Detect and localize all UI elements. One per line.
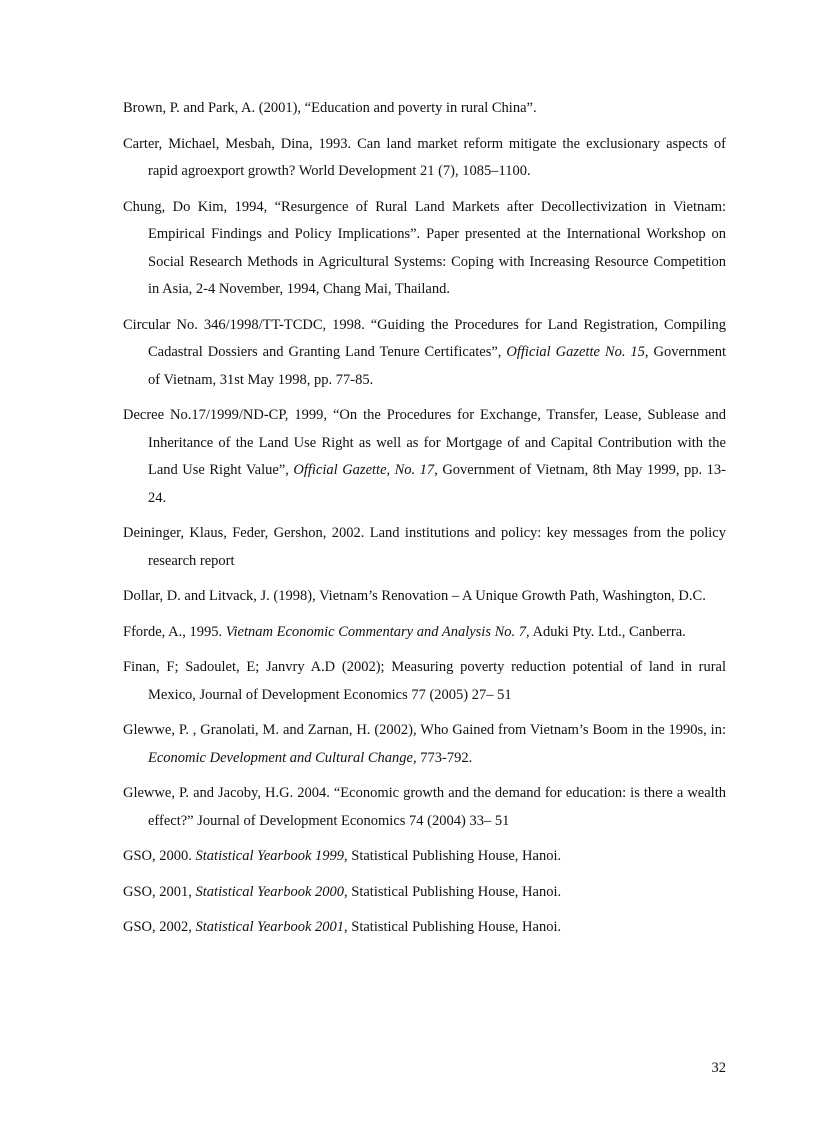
reference-entry: [123, 914, 726, 942]
reference-text: Chung, Do Kim, 1994, “Resurgence of Rural Land Markets after Decollectivization in Vietnam: Empirical Findings and Policy Implications”. Paper presented at the International Workshop on Social Research Methods in Agricultural Systems: Coping with Increasing Resource Competition in Asia, 2-4 November, 1994, Chang Mai, Thailand.: [123, 198, 726, 297]
page-number: 32: [711, 1060, 726, 1076]
reference-entry: [123, 780, 726, 835]
reference-entry: [123, 95, 726, 123]
reference-entry: [123, 619, 726, 647]
reference-entry: [123, 312, 726, 395]
reference-text: Fforde, A., 1995.: [123, 623, 226, 640]
reference-entry: [123, 583, 726, 611]
reference-text: Glewwe, P. , Granolati, M. and Zarnan, H. (2002), Who Gained from Vietnam’s Boom in the 1990s, in:: [123, 722, 726, 738]
reference-text: , Statistical Publishing House, Hanoi.: [344, 848, 562, 864]
reference-italic-title: Vietnam Economic Commentary and Analysis No. 7: [225, 623, 527, 640]
reference-italic-title: Statistical Yearbook 2001: [195, 919, 345, 935]
reference-list: [123, 95, 726, 950]
reference-entry: [123, 194, 726, 304]
reference-entry: [123, 654, 726, 709]
reference-text: , 773-792.: [412, 749, 473, 766]
reference-text: , Statistical Publishing House, Hanoi.: [344, 883, 562, 900]
reference-italic-title: Economic Development and Cultural Change: [148, 749, 413, 766]
reference-italic-title: Statistical Yearbook 2000: [195, 883, 345, 900]
reference-text: Deininger, Klaus, Feder, Gershon, 2002. Land institutions and policy: key messages from the policy research report: [123, 525, 726, 569]
reference-entry: [123, 520, 726, 575]
reference-entry: [123, 131, 726, 186]
reference-entry: [123, 843, 726, 871]
reference-entry: [123, 879, 726, 907]
reference-text: Finan, F; Sadoulet, E; Janvry A.D (2002); Measuring poverty reduction potential of land in rural Mexico, Journal of Development Economics 77 (2005) 27– 51: [123, 659, 726, 703]
reference-text: Decree No.17/1999/ND-CP, 1999, “On the Procedures for Exchange, Transfer, Lease, Sublease and Inheritance of the Land Use Right as well as for Mortgage of and Capital Contribution with the Land Use Right Value”,: [123, 407, 726, 478]
reference-text: , Aduki Pty. Ltd., Canberra.: [526, 623, 686, 640]
reference-text: Dollar, D. and Litvack, J. (1998), Vietnam’s Renovation – A Unique Growth Path, Washington, D.C.: [123, 588, 706, 604]
reference-text: Brown, P. and Park, A. (2001), “Education and poverty in rural China”.: [123, 100, 537, 116]
reference-text: , Government of Vietnam, 31st May 1998, pp. 77-85.: [148, 344, 726, 388]
reference-text: GSO, 2000.: [123, 848, 196, 864]
reference-text: GSO, 2001,: [123, 883, 196, 900]
reference-text: Carter, Michael, Mesbah, Dina, 1993. Can land market reform mitigate the exclusionary aspects of rapid agroexport growth? World Development 21 (7), 1085–1100.: [123, 135, 726, 179]
reference-text: GSO, 2002,: [123, 919, 196, 935]
reference-text: Glewwe, P. and Jacoby, H.G. 2004. “Economic growth and the demand for education: is there a wealth effect?” Journal of Development Economics 74 (2004) 33– 51: [123, 785, 726, 829]
reference-italic-title: Official Gazette No. 15: [506, 344, 645, 360]
reference-text: , Government of Vietnam, 8th May 1999, pp. 13-24.: [148, 462, 727, 506]
reference-italic-title: Official Gazette, No. 17: [293, 462, 435, 478]
reference-text: , Statistical Publishing House, Hanoi.: [344, 919, 562, 935]
reference-italic-title: Statistical Yearbook 1999: [195, 848, 345, 864]
reference-entry: [123, 717, 726, 772]
reference-text: Circular No. 346/1998/TT-TCDC, 1998. “Guiding the Procedures for Land Registration, Compiling Cadastral Dossiers and Granting Land Tenure Certificates”,: [123, 316, 726, 360]
reference-entry: [123, 402, 726, 512]
